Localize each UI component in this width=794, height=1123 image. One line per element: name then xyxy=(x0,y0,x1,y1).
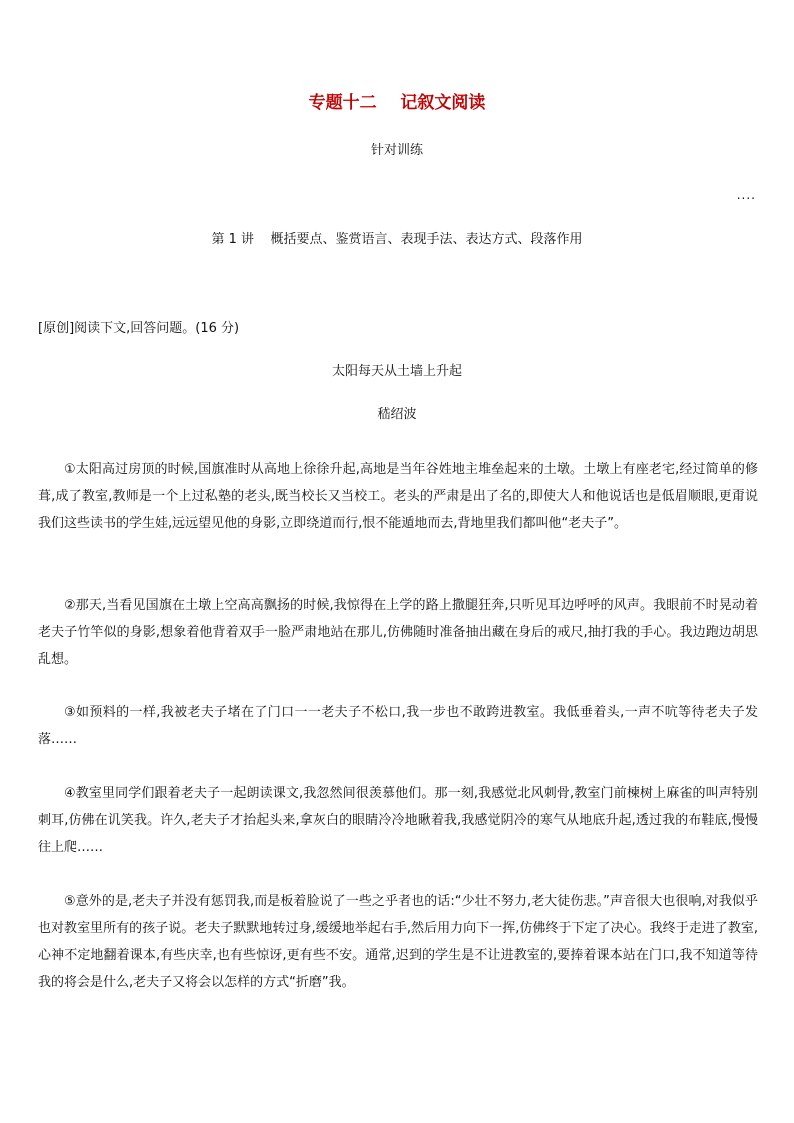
dots-mark: .... xyxy=(736,188,756,202)
chapter-title: 专题十二 记叙文阅读 xyxy=(308,93,486,113)
lecture-heading: 第 1 讲 概括要点、鉴赏语言、表现手法、表达方式、段落作用 xyxy=(211,232,583,247)
article-author: 嵇绍波 xyxy=(377,407,417,422)
article-paragraph-4: ④教室里同学们跟着老夫子一起朗读课文,我忽然间很羡慕他们。那一刻,我感觉北风刺骨,教室门前楝树上麻雀的叫声特别刺耳,仿佛在讥笑我。许久,老夫子才抬起头来,拿灰白的眼睛冷冷地瞅着我,我感觉阴冷的寒气从地底升起,透过我的布鞋底,慢慢往上爬…… xyxy=(38,786,758,855)
question-intro: [原创]阅读下文,回答问题。(16 分) xyxy=(38,321,240,336)
article-paragraph-5: ⑤意外的是,老夫子并没有惩罚我,而是板着脸说了一些之乎者也的话:“少壮不努力,老大徒伤悲。”声音很大也很响,对我似乎也对教室里所有的孩子说。老夫子默默地转过身,缓缓地举起右手,然后用力向下一挥,仿佛终于下定了决心。我终于走进了教室,心神不定地翻着课本,有些庆幸,也有些惊讶,更有些不安。通常,迟到的学生是不让进教室的,要捧着课本站在门口,我不知道等待我的将会是什么,老夫子又将会以怎样的方式“折磨”我。 xyxy=(38,894,758,990)
article-paragraph-1: ①太阳高过房顶的时候,国旗准时从高地上徐徐升起,高地是当年谷姓地主堆垒起来的土墩。土墩上有座老宅,经过简单的修葺,成了教室,教师是一个上过私塾的老头,既当校长又当校工。老头的严肃是出了名的,即使大人和他说话也是低眉顺眼,更甭说我们这些读书的学生娃,远远望见他的身影,立即绕道而行,恨不能遁地而去,背地里我们都叫他“老夫子”。 xyxy=(38,462,758,531)
article-paragraph-2: ②那天,当看见国旗在土墩上空高高飘扬的时候,我惊得在上学的路上撒腿狂奔,只听见耳边呼呼的风声。我眼前不时晃动着老夫子竹竿似的身影,想象着他背着双手一脸严肃地站在那儿,仿佛随时准备抽出藏在身后的戒尺,抽打我的手心。我边跑边胡思乱想。 xyxy=(38,598,758,667)
article-title: 太阳每天从土墙上升起 xyxy=(331,364,462,379)
section-subtitle: 针对训练 xyxy=(370,143,423,158)
article-paragraph-3: ③如预料的一样,我被老夫子堵在了门口一一老夫子不松口,我一步也不敢跨进教室。我低垂着头,一声不吭等待老夫子发落…… xyxy=(38,705,758,747)
